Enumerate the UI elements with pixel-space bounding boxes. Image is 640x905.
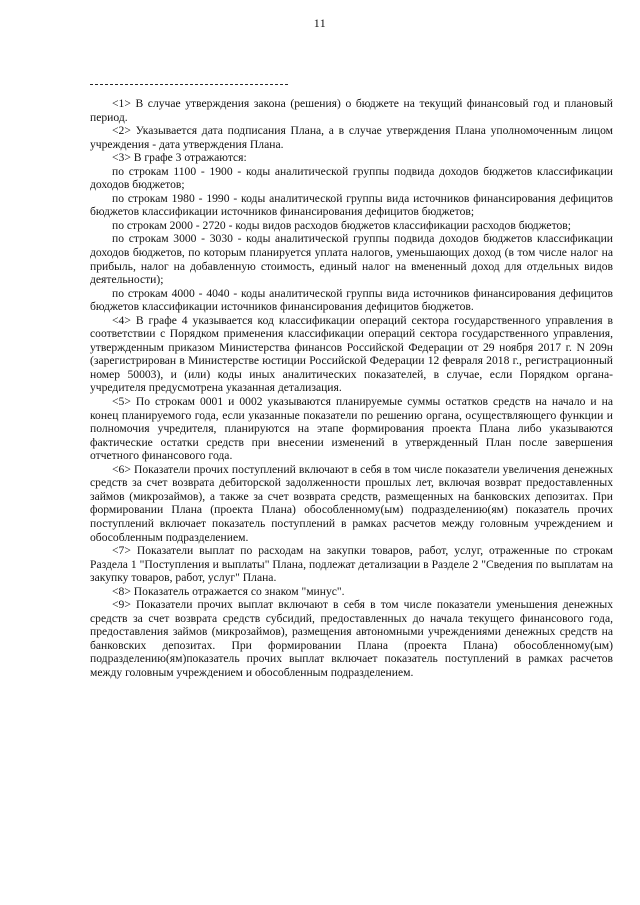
footnote-9: <9> Показатели прочих выплат включают в себя в том числе показатели уменьшения денежных средств за счет возврата средств субсидий, предоставленных до начала текущего финансового года, предоставления займов (микрозаймов), размещения автономными учреждениями денежных средств на банковских депозитах. При формировании Плана (проекта Плана) обособленному(ым) подразделению(ям)показатель прочих выплат включает показатель поступлений в рамках расчетов между головным учреждением и обособленным подразделением. [90,598,613,679]
footnote-3-item-3000: по строкам 3000 - 3030 - коды аналитической группы подвида доходов бюджетов классификации доходов бюджетов, по которым планируется уплата налогов, уменьшающих доход (в том числе налог на прибыль, налог на добавленную стоимость, единый налог на вмененный доход для отдельных видов деятельности); [90,232,613,287]
footnote-3-item-1980: по строкам 1980 - 1990 - коды аналитической группы вида источников финансирования дефицитов бюджетов классификации источников финансирования дефицитов бюджетов; [90,191,613,219]
footnote-5: <5> По строкам 0001 и 0002 указываются планируемые суммы остатков средств на начало и на конец планируемого года, если указанные показатели по решению органа, осуществляющего функции и полномочия учредителя, планируются на этапе формирования проекта Плана либо указываются фактические остатки средств при внесении изменений в утвержденный План после завершения отчетного финансового года. [90,395,613,463]
page-number: 11 [313,16,327,30]
footnote-6: <6> Показатели прочих поступлений включают в себя в том числе показатели увеличения денежных средств за счет возврата дебиторской задолженности прошлых лет, включая возврат предоставленных займов (микрозаймов), а также за счет возврата средств, размещенных на банковских депозитах. При формировании Плана (проекта Плана) обособленному(ым) подразделению(ям) показатель прочих поступлений включает показатель поступлений в рамках расчетов между головным учреждением и обособленным подразделением. [90,462,613,544]
footnote-2: <2> Указывается дата подписания Плана, а в случае утверждения Плана уполномоченным лицом учреждения - дата утверждения Плана. [90,124,613,151]
footnote-1: <1> В случае утверждения закона (решения) о бюджете на текущий финансовый год и плановый период. [90,97,613,124]
footnote-7: <7> Показатели выплат по расходам на закупки товаров, работ, услуг, отраженные по строкам Раздела 1 "Поступления и выплаты" Плана, подлежат детализации в Разделе 2 "Сведения по выплатам на закупку товаров, работ, услуг" Плана. [90,544,613,585]
footnote-8: <8> Показатель отражается со знаком "минус". [112,584,345,598]
footnote-separator [90,84,288,85]
footnote-3-item-1100: по строкам 1100 - 1900 - коды аналитической группы подвида доходов бюджетов классификации доходов бюджетов; [90,164,613,192]
footnote-3-item-4000: по строкам 4000 - 4040 - коды аналитической группы вида источников финансирования дефицитов бюджетов классификации источников финансирования дефицитов бюджетов. [90,286,613,314]
footnote-3-item-2000: по строкам 2000 - 2720 - коды видов расходов бюджетов классификации расходов бюджетов; [112,218,571,232]
footnote-3: <3> В графе 3 отражаются: [112,151,247,165]
footnote-4: <4> В графе 4 указывается код классификации операций сектора государственного управления в соответствии с Порядком применения классификации операций сектора государственного управления, утвержденным приказом Министерства финансов Российской Федерации от 29 ноября 2017 г. N 209н (зарегистрирован в Министерстве юстиции Российской Федерации 12 февраля 2018 г., регистрационный номер 50003), и (или) коды иных аналитических показателей, в случае, если Порядком органа-учредителя предусмотрена указанная детализация. [90,313,613,395]
footnotes-block [90,97,613,680]
